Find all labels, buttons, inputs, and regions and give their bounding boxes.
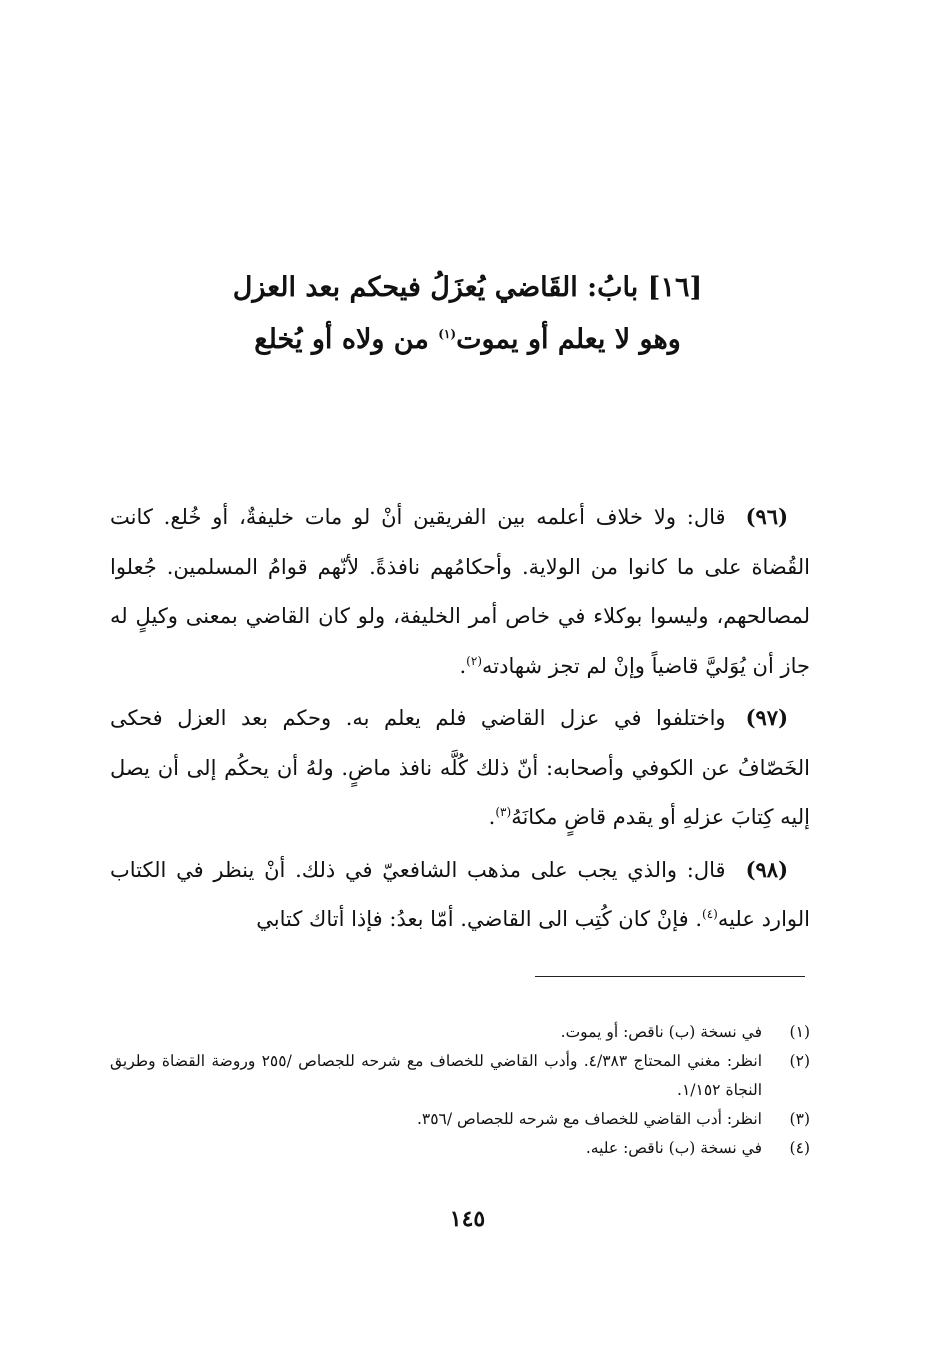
footnote-separator (535, 976, 805, 977)
paragraph-96 (110, 492, 810, 691)
footnote-1 (110, 1018, 810, 1047)
paragraph-text: قال: ولا خلاف أعلمه بين الفريقين أنْ لو مات خليفةٌ، أو خُلع. كانت القُضاة على ما كانوا من الولاية. وأحكامُهم نافذةً. لأنّهم قوامُ المسلمين. جُعلوا لمصالحهم، وليسوا بوكلاء في خاص أمر الخليفة، ولو كان القاضي بمعنى وكيلٍ له جاز أن يُوَليَّ قاضياً وإنْ لم تجز شهادته (110, 505, 810, 678)
paragraph-text-end: . (488, 805, 496, 829)
footnote-number: (٣) (789, 1110, 810, 1128)
footnote-number: (٤) (789, 1139, 810, 1157)
paragraph-number: (٩٨) (745, 856, 788, 882)
paragraph-text-end: . فإنْ كان كُتِب الى القاضي. أمّا بعدُ: فإذا أتاك كتابي (256, 907, 702, 931)
footnote-ref-4: (٤) (702, 907, 718, 921)
footnote-text: انظر: مغني المحتاج ٤/٣٨٣. وأدب القاضي للخصاف مع شرحه للجصاص /٢٥٥ وروضة القضاة وطريق النجاة ١/١٥٢. (110, 1052, 762, 1099)
footnote-number: (٢) (789, 1052, 810, 1070)
chapter-heading-line-2-end: من ولاه أو يُخلع (254, 324, 439, 355)
chapter-heading-line-2 (110, 314, 825, 366)
footnote-ref-1: (١) (438, 327, 457, 341)
footnote-ref-2: (٢) (466, 653, 482, 668)
paragraph-98 (110, 845, 810, 945)
body-text (110, 492, 810, 945)
paragraph-97 (110, 693, 810, 843)
page-number: ١٤٥ (449, 1206, 486, 1232)
footnotes (110, 1018, 810, 1163)
footnote-text: في نسخة (ب) ناقص: عليه. (585, 1139, 762, 1157)
footnote-4 (110, 1134, 810, 1163)
paragraph-number: (٩٦) (745, 504, 788, 529)
chapter-heading-line-1: [١٦] بابُ: القَاضي يُعزَلُ فيحكم بعد العزل (232, 272, 703, 303)
footnote-text: انظر: أدب القاضي للخصاف مع شرحه للجصاص /٣٥٦. (416, 1110, 762, 1128)
paragraph-number: (٩٧) (745, 705, 788, 730)
footnote-number: (١) (789, 1023, 810, 1041)
paragraph-text: قال: والذي يجب على مذهب الشافعيّ في ذلك. أنْ ينظر في الكتاب الوارد عليه (110, 857, 810, 931)
footnote-3 (110, 1105, 810, 1134)
paragraph-text: واختلفوا في عزل القاضي فلم يعلم به. وحكم بعد العزل فحكى الخَصّافُ عن الكوفي وأصحابه: أنّ ذلك كُلَّه نافذ ماضٍ. ولهُ أن يحكُم إلى أن يصل إليه كِتابَ عزلهِ أو يقدم قاضٍ مكانَهُ (110, 706, 810, 829)
chapter-heading-line-2-start: وهو لا يعلم أو يموت (456, 324, 681, 355)
footnote-2 (110, 1047, 810, 1105)
footnote-ref-3: (٣) (495, 805, 512, 819)
footnote-text: في نسخة (ب) ناقص: أو يموت. (560, 1023, 762, 1041)
paragraph-text-end: . (459, 653, 467, 678)
chapter-heading (110, 262, 825, 366)
